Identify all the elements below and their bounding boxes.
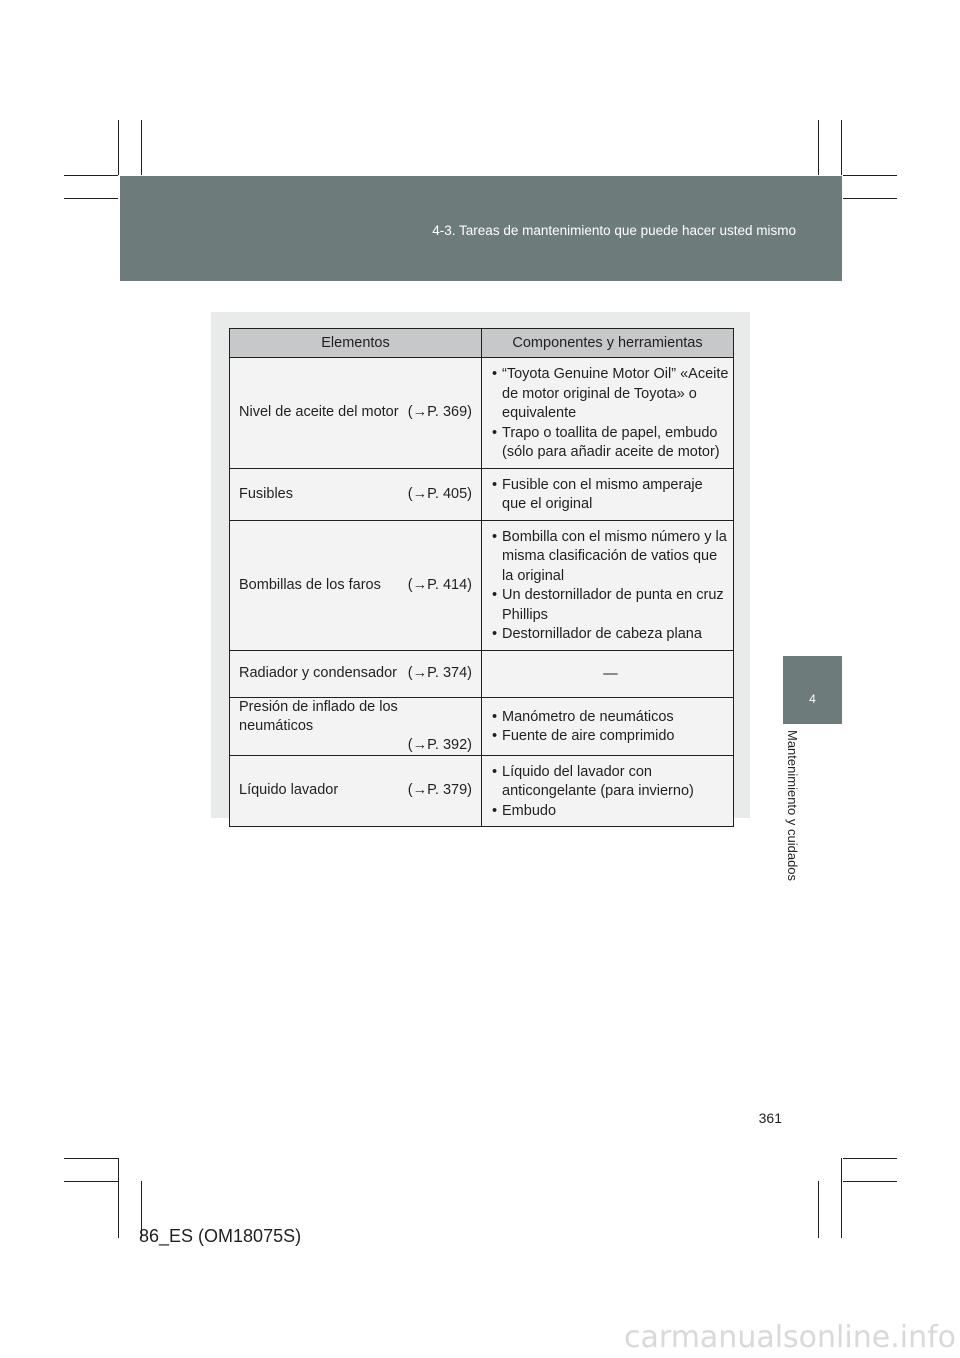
page-reference-link[interactable]: (→P. 405) xyxy=(407,485,472,502)
bullet-icon: • xyxy=(492,728,498,744)
tool-text: Destornillador de cabeza plana xyxy=(502,626,702,642)
table-row xyxy=(230,468,734,520)
table-row xyxy=(230,358,734,469)
tool-text: Manómetro de neumáticos xyxy=(502,708,674,725)
chapter-label xyxy=(785,730,805,920)
column-header-elementos: Elementos xyxy=(230,329,482,358)
item-cell xyxy=(230,755,482,827)
empty-dash: — xyxy=(603,665,618,682)
table-row xyxy=(230,520,734,650)
crop-mark xyxy=(843,175,897,176)
item-cell xyxy=(230,650,482,697)
bullet-icon: • xyxy=(492,424,498,441)
chapter-number: 4 xyxy=(809,692,816,706)
crop-mark xyxy=(64,1181,118,1182)
crop-mark xyxy=(841,120,842,175)
page-reference-link[interactable]: (→P. 392) xyxy=(407,736,472,753)
page-reference-link[interactable]: (→P. 374) xyxy=(407,665,472,681)
column-header-componentes: Componentes y herramientas xyxy=(482,329,734,358)
section-title: 4-3. Tareas de mantenimiento que puede hacer usted mismo xyxy=(432,223,796,238)
item-name: Presión de inflado de los neumáticos xyxy=(239,698,398,734)
page-reference-link[interactable]: (→P. 369) xyxy=(407,404,472,421)
crop-mark xyxy=(118,120,119,175)
item-name: Bombillas de los faros xyxy=(239,576,381,593)
crop-mark xyxy=(64,1158,118,1159)
tool-text: Trapo o toallita de papel, embudo (sólo para añadir aceite de motor) xyxy=(502,424,720,460)
bullet-icon: • xyxy=(492,476,498,493)
crop-mark xyxy=(64,175,118,176)
table-header-row xyxy=(230,329,734,358)
section-header xyxy=(120,176,842,281)
tool-item xyxy=(492,727,729,747)
tools-cell xyxy=(482,697,734,755)
tool-item xyxy=(492,802,729,822)
tools-cell xyxy=(482,755,734,827)
crop-mark xyxy=(118,1158,119,1238)
table-body xyxy=(230,358,734,827)
tool-text: Fuente de aire comprimido xyxy=(502,728,675,744)
bullet-icon: • xyxy=(492,708,498,725)
chapter-label-text: Mantenimiento y cuidados xyxy=(785,730,800,882)
tool-text: Líquido del lavador con anticongelante (para invierno) xyxy=(502,763,694,799)
tools-cell xyxy=(482,650,734,697)
bullet-icon: • xyxy=(492,587,498,603)
tool-text: Bombilla con el mismo número y la misma clasificación de vatios que la original xyxy=(502,528,727,584)
chapter-tab xyxy=(783,656,842,724)
bullet-icon: • xyxy=(492,763,498,780)
table-row xyxy=(230,755,734,827)
tool-item xyxy=(492,763,729,802)
table-row xyxy=(230,697,734,755)
tool-text: “Toyota Genuine Motor Oil” «Aceite de motor original de Toyota» o equivalente xyxy=(502,366,729,421)
item-name: Radiador y condensador xyxy=(239,665,397,681)
item-name: Nivel de aceite del motor xyxy=(239,404,399,421)
tool-item xyxy=(492,625,729,645)
crop-mark xyxy=(818,120,819,175)
tools-cell xyxy=(482,520,734,650)
tool-item xyxy=(492,476,729,515)
page-reference-link[interactable]: (→P. 379) xyxy=(407,782,472,799)
crop-mark xyxy=(843,1181,897,1182)
tools-panel xyxy=(211,312,750,818)
tool-item xyxy=(492,528,729,587)
tools-cell xyxy=(482,358,734,469)
tools-cell xyxy=(482,468,734,520)
bullet-icon: • xyxy=(492,802,498,819)
watermark: carmanualsonline.info xyxy=(624,1320,956,1355)
item-cell xyxy=(230,520,482,650)
item-name: Líquido lavador xyxy=(239,782,339,799)
item-cell xyxy=(230,468,482,520)
crop-mark xyxy=(141,120,142,175)
bullet-icon: • xyxy=(492,528,498,545)
tool-item xyxy=(492,365,729,424)
bullet-icon: • xyxy=(492,366,498,382)
table-row xyxy=(230,650,734,697)
bullet-icon: • xyxy=(492,626,498,642)
tool-item xyxy=(492,586,729,625)
crop-mark xyxy=(818,1181,819,1238)
tool-item xyxy=(492,708,729,728)
item-cell xyxy=(230,358,482,469)
crop-mark xyxy=(64,198,118,199)
tools-table xyxy=(229,328,734,827)
document-code: 86_ES (OM18075S) xyxy=(139,1226,302,1246)
item-name: Fusibles xyxy=(239,485,293,502)
crop-mark xyxy=(841,1158,842,1238)
tool-text: Embudo xyxy=(502,802,557,819)
tool-text: Un destornillador de punta en cruz Phillips xyxy=(502,587,724,623)
tool-item xyxy=(492,424,729,463)
page-number: 361 xyxy=(758,1110,782,1126)
tool-text: Fusible con el mismo amperaje que el original xyxy=(502,476,703,512)
item-cell xyxy=(230,697,482,755)
crop-mark xyxy=(843,1158,897,1159)
page-reference-link[interactable]: (→P. 414) xyxy=(407,576,472,593)
crop-mark xyxy=(843,198,897,199)
